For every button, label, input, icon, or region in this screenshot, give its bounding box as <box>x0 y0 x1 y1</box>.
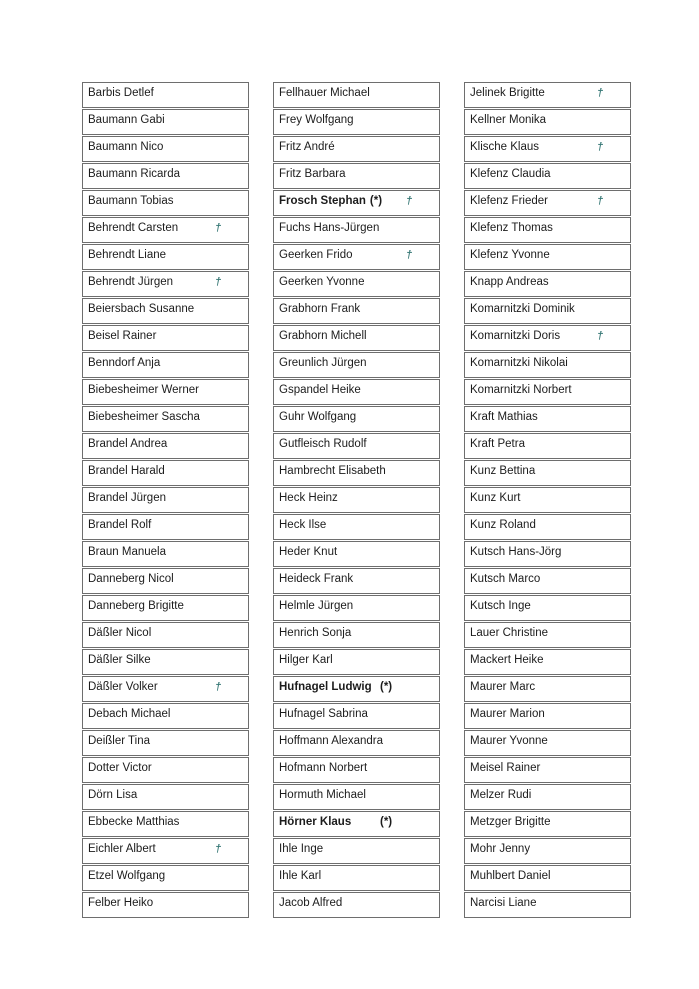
member-name: Barbis Detlef <box>88 87 154 99</box>
member-name: Muhlbert Daniel <box>470 870 551 882</box>
member-name: Biebesheimer Werner <box>88 384 200 396</box>
member-name: Grabhorn Michell <box>279 330 367 342</box>
table-row <box>273 541 440 567</box>
member-name: Benndorf Anja <box>88 357 161 369</box>
member-name: Baumann Gabi <box>88 114 165 126</box>
table-row <box>273 568 440 594</box>
table-row <box>82 433 249 459</box>
member-name: Heck Heinz <box>279 492 338 504</box>
member-name: Eichler Albert <box>88 843 156 855</box>
member-name: Brandel Harald <box>88 465 165 477</box>
dagger-icon: † <box>597 330 604 342</box>
member-name: Klefenz Frieder <box>470 195 548 207</box>
table-row <box>82 865 249 891</box>
table-row <box>273 892 440 918</box>
table-row <box>273 757 440 783</box>
table-row <box>273 784 440 810</box>
member-name: Brandel Jürgen <box>88 492 166 504</box>
member-name: Kutsch Inge <box>470 600 531 612</box>
table-row <box>82 730 249 756</box>
member-name: Komarnitzki Norbert <box>470 384 572 396</box>
member-name: Kraft Mathias <box>470 411 538 423</box>
table-row <box>464 838 631 864</box>
member-name: Kutsch Marco <box>470 573 541 585</box>
table-row <box>273 109 440 135</box>
dagger-icon: † <box>406 249 413 261</box>
member-name: Hilger Karl <box>279 654 333 666</box>
member-name: Danneberg Nicol <box>88 573 174 585</box>
table-row <box>464 352 631 378</box>
table-row <box>464 136 631 162</box>
table-row <box>82 703 249 729</box>
member-name: Narcisi Liane <box>470 897 537 909</box>
dagger-icon: † <box>597 87 604 99</box>
member-name: Hufnagel Ludwig <box>279 681 372 693</box>
table-row <box>273 163 440 189</box>
table-row <box>82 325 249 351</box>
table-row <box>273 595 440 621</box>
table-row <box>82 406 249 432</box>
member-name: Klefenz Yvonne <box>470 249 550 261</box>
dagger-icon: † <box>215 222 222 234</box>
table-row <box>464 811 631 837</box>
member-name: Komarnitzki Nikolai <box>470 357 568 369</box>
member-name: Frey Wolfgang <box>279 114 354 126</box>
table-row <box>273 325 440 351</box>
table-row <box>273 487 440 513</box>
dagger-icon: † <box>597 195 604 207</box>
member-name: Hambrecht Elisabeth <box>279 465 386 477</box>
table-row <box>273 838 440 864</box>
table-row <box>464 487 631 513</box>
member-name: Klefenz Thomas <box>470 222 553 234</box>
member-name: Maurer Marion <box>470 708 545 720</box>
member-name: Maurer Yvonne <box>470 735 548 747</box>
member-name: Gutfleisch Rudolf <box>279 438 367 450</box>
member-name: Hormuth Michael <box>279 789 366 801</box>
member-name: Meisel Rainer <box>470 762 541 774</box>
member-name: Brandel Rolf <box>88 519 152 531</box>
table-row <box>82 217 249 243</box>
table-row <box>464 271 631 297</box>
table-row <box>273 703 440 729</box>
table-row <box>82 136 249 162</box>
table-row <box>82 568 249 594</box>
table-row <box>273 460 440 486</box>
member-name: Kunz Kurt <box>470 492 521 504</box>
table-row <box>464 406 631 432</box>
table-row <box>273 406 440 432</box>
member-name: Ebbecke Matthias <box>88 816 180 828</box>
table-row <box>464 757 631 783</box>
member-name: Klische Klaus <box>470 141 540 153</box>
table-row <box>273 811 440 837</box>
member-name: Hoffmann Alexandra <box>279 735 383 747</box>
member-name: Baumann Ricarda <box>88 168 181 180</box>
member-name: Jacob Alfred <box>279 897 343 909</box>
member-name: Lauer Christine <box>470 627 548 639</box>
member-name: Biebesheimer Sascha <box>88 411 200 423</box>
table-row <box>82 892 249 918</box>
member-name: Kunz Roland <box>470 519 536 531</box>
table-row <box>464 325 631 351</box>
member-name: Grabhorn Frank <box>279 303 361 315</box>
dagger-icon: † <box>597 141 604 153</box>
table-row <box>273 730 440 756</box>
name-column-3 <box>464 82 631 919</box>
table-row <box>273 352 440 378</box>
member-name: Fellhauer Michael <box>279 87 370 99</box>
table-row <box>464 298 631 324</box>
member-name: Gspandel Heike <box>279 384 361 396</box>
member-name: Guhr Wolfgang <box>279 411 357 423</box>
member-name: Heder Knut <box>279 546 338 558</box>
member-name: Debach Michael <box>88 708 171 720</box>
table-row <box>464 595 631 621</box>
table-row <box>82 784 249 810</box>
table-row <box>273 244 440 270</box>
member-name: Hofmann Norbert <box>279 762 368 774</box>
star-marker: (*) <box>380 681 393 693</box>
star-marker: (*) <box>369 195 383 207</box>
table-row <box>464 703 631 729</box>
table-row <box>82 190 249 216</box>
member-name: Ihle Karl <box>279 870 322 882</box>
table-row <box>273 433 440 459</box>
table-row <box>82 676 249 702</box>
member-name: Kutsch Hans-Jörg <box>470 546 562 558</box>
member-name: Greunlich Jürgen <box>279 357 367 369</box>
name-column-2 <box>273 82 440 919</box>
table-row <box>464 244 631 270</box>
member-name: Komarnitzki Doris <box>470 330 561 342</box>
member-name: Frosch Stephan <box>279 195 366 207</box>
member-name: Behrendt Carsten <box>88 222 179 234</box>
member-name: Helmle Jürgen <box>279 600 354 612</box>
table-row <box>273 298 440 324</box>
member-name: Metzger Brigitte <box>470 816 551 828</box>
table-row <box>273 271 440 297</box>
member-name: Geerken Yvonne <box>279 276 365 288</box>
member-name: Felber Heiko <box>88 897 154 909</box>
name-column-1 <box>82 82 249 919</box>
table-row <box>464 784 631 810</box>
member-name: Kunz Bettina <box>470 465 536 477</box>
member-name: Kraft Petra <box>470 438 525 450</box>
table-row <box>82 811 249 837</box>
member-name: Henrich Sonja <box>279 627 352 639</box>
table-row <box>464 379 631 405</box>
name-table-grid <box>82 82 631 919</box>
table-row <box>82 163 249 189</box>
member-name: Heck Ilse <box>279 519 327 531</box>
member-name: Geerken Frido <box>279 249 353 261</box>
member-name: Däßler Volker <box>88 681 158 693</box>
table-row <box>464 460 631 486</box>
member-name: Mohr Jenny <box>470 843 531 855</box>
member-name: Mackert Heike <box>470 654 544 666</box>
table-row <box>464 541 631 567</box>
table-row <box>273 865 440 891</box>
table-row <box>82 352 249 378</box>
table-row <box>82 514 249 540</box>
table-row <box>464 676 631 702</box>
table-row <box>464 649 631 675</box>
member-name: Baumann Tobias <box>88 195 174 207</box>
member-name: Beiersbach Susanne <box>88 303 195 315</box>
table-row <box>464 622 631 648</box>
table-row <box>464 865 631 891</box>
table-row <box>273 82 440 108</box>
table-row <box>82 757 249 783</box>
member-name: Komarnitzki Dominik <box>470 303 575 315</box>
table-row <box>273 217 440 243</box>
table-row <box>82 298 249 324</box>
table-row <box>82 622 249 648</box>
member-name: Fritz André <box>279 141 335 153</box>
table-row <box>82 82 249 108</box>
member-name: Deißler Tina <box>88 735 150 747</box>
member-name: Kellner Monika <box>470 114 547 126</box>
member-name: Knapp Andreas <box>470 276 549 288</box>
table-row <box>464 217 631 243</box>
member-name: Däßler Nicol <box>88 627 152 639</box>
table-row <box>82 595 249 621</box>
table-row <box>273 379 440 405</box>
member-name: Fritz Barbara <box>279 168 346 180</box>
table-row <box>464 109 631 135</box>
member-name: Danneberg Brigitte <box>88 600 184 612</box>
table-row <box>464 163 631 189</box>
member-name: Behrendt Liane <box>88 249 167 261</box>
table-row <box>82 649 249 675</box>
table-row <box>273 649 440 675</box>
member-name: Melzer Rudi <box>470 789 532 801</box>
member-name: Klefenz Claudia <box>470 168 551 180</box>
table-row <box>82 244 249 270</box>
member-name: Hufnagel Sabrina <box>279 708 368 720</box>
table-row <box>82 838 249 864</box>
table-row <box>464 82 631 108</box>
member-name: Jelinek Brigitte <box>470 87 545 99</box>
member-name: Fuchs Hans-Jürgen <box>279 222 380 234</box>
member-name: Däßler Silke <box>88 654 151 666</box>
star-marker: (*) <box>380 816 393 828</box>
table-row <box>464 568 631 594</box>
member-name: Brandel Andrea <box>88 438 168 450</box>
table-row <box>273 514 440 540</box>
table-row <box>82 487 249 513</box>
table-row <box>464 433 631 459</box>
member-name: Ihle Inge <box>279 843 324 855</box>
table-row <box>464 892 631 918</box>
dagger-icon: † <box>215 276 222 288</box>
dagger-icon: † <box>215 681 222 693</box>
member-name: Behrendt Jürgen <box>88 276 174 288</box>
table-row <box>82 379 249 405</box>
member-name: Maurer Marc <box>470 681 536 693</box>
member-name: Heideck Frank <box>279 573 354 585</box>
member-name: Dotter Victor <box>88 762 152 774</box>
table-row <box>273 190 440 216</box>
dagger-icon: † <box>215 843 222 855</box>
member-name: Etzel Wolfgang <box>88 870 166 882</box>
member-name: Dörn Lisa <box>88 789 138 801</box>
table-row <box>82 541 249 567</box>
member-name: Hörner Klaus <box>279 816 352 828</box>
table-row <box>82 109 249 135</box>
table-row <box>464 190 631 216</box>
dagger-icon: † <box>406 195 413 207</box>
table-row <box>464 730 631 756</box>
table-row <box>82 271 249 297</box>
member-name: Braun Manuela <box>88 546 166 558</box>
table-row <box>82 460 249 486</box>
table-row <box>273 622 440 648</box>
table-row <box>273 136 440 162</box>
table-row <box>273 676 440 702</box>
member-name: Beisel Rainer <box>88 330 157 342</box>
member-name: Baumann Nico <box>88 141 164 153</box>
table-row <box>464 514 631 540</box>
